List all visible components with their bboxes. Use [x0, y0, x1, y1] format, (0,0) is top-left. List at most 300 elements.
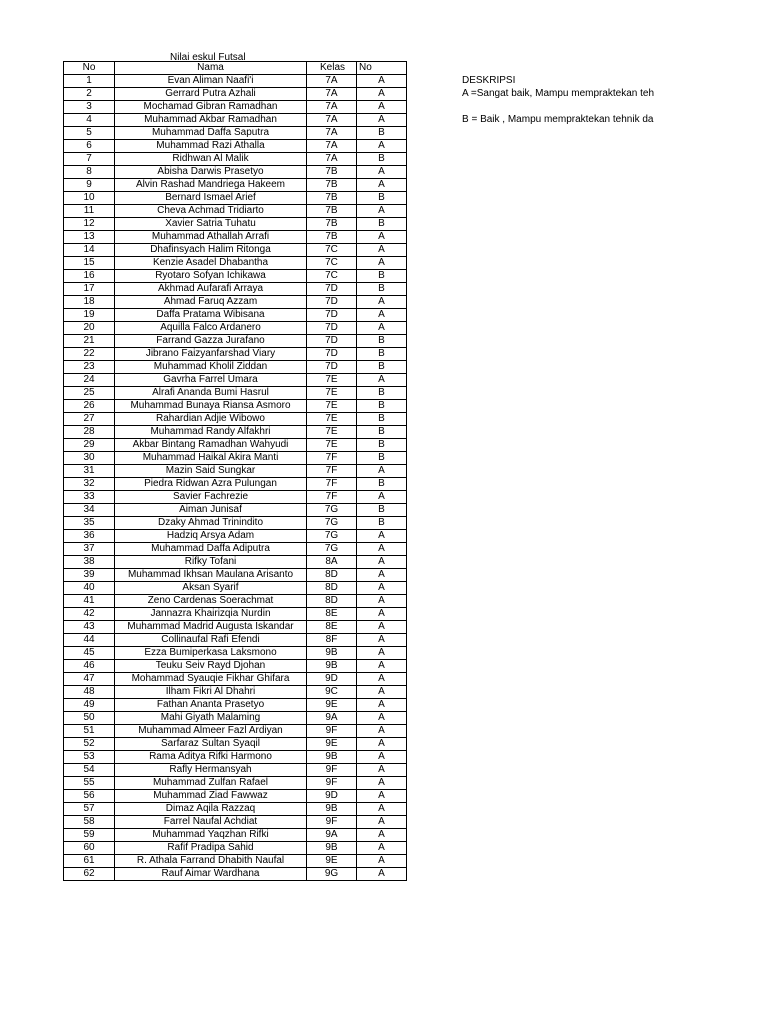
- cell-no: 60: [64, 842, 115, 855]
- cell-kelas: 7E: [307, 387, 357, 400]
- cell-no: 59: [64, 829, 115, 842]
- cell-no: 34: [64, 504, 115, 517]
- cell-nilai: A: [357, 166, 407, 179]
- table-row: [64, 153, 407, 166]
- table-row: [64, 114, 407, 127]
- cell-no: 14: [64, 244, 115, 257]
- cell-nama: Xavier Satria Tuhatu: [115, 218, 307, 231]
- table-row: [64, 400, 407, 413]
- cell-kelas: 7A: [307, 75, 357, 88]
- cell-nilai: A: [357, 244, 407, 257]
- cell-nama: Kenzie Asadel Dhabantha: [115, 257, 307, 270]
- cell-no: 23: [64, 361, 115, 374]
- cell-no: 20: [64, 322, 115, 335]
- cell-kelas: 7D: [307, 296, 357, 309]
- header-row: [64, 62, 407, 75]
- cell-no: 18: [64, 296, 115, 309]
- table-row: [64, 803, 407, 816]
- cell-kelas: 7G: [307, 543, 357, 556]
- cell-no: 42: [64, 608, 115, 621]
- cell-nama: Akbar Bintang Ramadhan Wahyudi: [115, 439, 307, 452]
- cell-kelas: 7G: [307, 530, 357, 543]
- table-row: [64, 335, 407, 348]
- cell-nama: Muhammad Almeer Fazl Ardiyan: [115, 725, 307, 738]
- cell-nama: Ryotaro Sofyan Ichikawa: [115, 270, 307, 283]
- table-row: [64, 777, 407, 790]
- cell-kelas: 9B: [307, 647, 357, 660]
- cell-nama: Muhammad Daffa Saputra: [115, 127, 307, 140]
- table-row: [64, 361, 407, 374]
- cell-no: 28: [64, 426, 115, 439]
- cell-nilai: B: [357, 452, 407, 465]
- table-row: [64, 426, 407, 439]
- cell-nilai: A: [357, 621, 407, 634]
- cell-kelas: 7D: [307, 283, 357, 296]
- cell-kelas: 7B: [307, 192, 357, 205]
- cell-nilai: A: [357, 582, 407, 595]
- cell-kelas: 7B: [307, 179, 357, 192]
- cell-kelas: 8F: [307, 634, 357, 647]
- table-row: [64, 205, 407, 218]
- table-row: [64, 257, 407, 270]
- cell-no: 48: [64, 686, 115, 699]
- cell-nama: Piedra Ridwan Azra Pulungan: [115, 478, 307, 491]
- cell-nama: Alvin Rashad Mandriega Hakeem: [115, 179, 307, 192]
- cell-nama: Rifky Tofani: [115, 556, 307, 569]
- cell-kelas: 9F: [307, 725, 357, 738]
- cell-no: 12: [64, 218, 115, 231]
- cell-nilai: A: [357, 140, 407, 153]
- cell-kelas: 9F: [307, 764, 357, 777]
- cell-no: 43: [64, 621, 115, 634]
- cell-nama: Muhammad Daffa Adiputra: [115, 543, 307, 556]
- cell-no: 10: [64, 192, 115, 205]
- cell-nilai: B: [357, 361, 407, 374]
- cell-kelas: 7F: [307, 452, 357, 465]
- cell-nilai: A: [357, 751, 407, 764]
- cell-no: 49: [64, 699, 115, 712]
- cell-nama: Muhammad Ikhsan Maulana Arisanto: [115, 569, 307, 582]
- cell-nama: Gerrard Putra Azhali: [115, 88, 307, 101]
- cell-nama: Mazin Said Sungkar: [115, 465, 307, 478]
- cell-nama: Aquilla Falco Ardanero: [115, 322, 307, 335]
- table-row: [64, 543, 407, 556]
- table-row: [64, 816, 407, 829]
- cell-no: 4: [64, 114, 115, 127]
- table-row: [64, 751, 407, 764]
- cell-no: 54: [64, 764, 115, 777]
- table-row: [64, 478, 407, 491]
- cell-no: 27: [64, 413, 115, 426]
- deskripsi-b: B = Baik , Mampu mempraktekan tehnik da: [462, 114, 654, 125]
- cell-nilai: A: [357, 803, 407, 816]
- table-row: [64, 582, 407, 595]
- cell-nama: Muhammad Bunaya Riansa Asmoro: [115, 400, 307, 413]
- cell-kelas: 9D: [307, 673, 357, 686]
- cell-kelas: 7E: [307, 400, 357, 413]
- cell-nilai: A: [357, 101, 407, 114]
- cell-nama: Muhammad Zulfan Rafael: [115, 777, 307, 790]
- table-row: [64, 387, 407, 400]
- table-row: [64, 322, 407, 335]
- cell-nilai: A: [357, 257, 407, 270]
- table-row: [64, 296, 407, 309]
- cell-kelas: 7A: [307, 140, 357, 153]
- table-row: [64, 790, 407, 803]
- cell-nilai: A: [357, 530, 407, 543]
- cell-nilai: B: [357, 413, 407, 426]
- cell-nilai: A: [357, 660, 407, 673]
- cell-no: 61: [64, 855, 115, 868]
- cell-kelas: 7A: [307, 88, 357, 101]
- cell-kelas: 7C: [307, 257, 357, 270]
- cell-no: 55: [64, 777, 115, 790]
- cell-nama: Muhammad Kholil Ziddan: [115, 361, 307, 374]
- cell-no: 19: [64, 309, 115, 322]
- cell-kelas: 9D: [307, 790, 357, 803]
- cell-kelas: 7A: [307, 114, 357, 127]
- cell-kelas: 7E: [307, 413, 357, 426]
- cell-kelas: 8D: [307, 595, 357, 608]
- cell-no: 39: [64, 569, 115, 582]
- cell-nilai: B: [357, 400, 407, 413]
- table-row: [64, 842, 407, 855]
- header-no: No: [64, 62, 115, 75]
- cell-nama: Dzaky Ahmad Trinindito: [115, 517, 307, 530]
- cell-kelas: 7C: [307, 270, 357, 283]
- score-table: [63, 61, 407, 881]
- header-nilai: No: [357, 62, 407, 75]
- cell-nama: Dhafinsyach Halim Ritonga: [115, 244, 307, 257]
- cell-kelas: 9A: [307, 829, 357, 842]
- cell-no: 3: [64, 101, 115, 114]
- cell-nilai: A: [357, 296, 407, 309]
- cell-nilai: A: [357, 179, 407, 192]
- cell-no: 36: [64, 530, 115, 543]
- cell-nilai: B: [357, 153, 407, 166]
- cell-nilai: A: [357, 725, 407, 738]
- cell-nama: Ezza Bumiperkasa Laksmono: [115, 647, 307, 660]
- table-row: [64, 127, 407, 140]
- table-row: [64, 465, 407, 478]
- table-row: [64, 218, 407, 231]
- cell-no: 24: [64, 374, 115, 387]
- cell-nama: Rahardian Adjie Wibowo: [115, 413, 307, 426]
- cell-nama: Aksan Syarif: [115, 582, 307, 595]
- cell-kelas: 7G: [307, 517, 357, 530]
- table-row: [64, 504, 407, 517]
- cell-nilai: A: [357, 309, 407, 322]
- table-row: [64, 101, 407, 114]
- cell-no: 11: [64, 205, 115, 218]
- cell-nama: Rauf Aimar Wardhana: [115, 868, 307, 881]
- cell-nilai: B: [357, 439, 407, 452]
- cell-no: 25: [64, 387, 115, 400]
- cell-nama: Bernard Ismael Arief: [115, 192, 307, 205]
- cell-nilai: B: [357, 192, 407, 205]
- cell-kelas: 7E: [307, 426, 357, 439]
- cell-nama: Muhammad Athallah Arrafi: [115, 231, 307, 244]
- cell-no: 26: [64, 400, 115, 413]
- cell-kelas: 9C: [307, 686, 357, 699]
- cell-nama: Zeno Cardenas Soerachmat: [115, 595, 307, 608]
- deskripsi-heading: DESKRIPSI: [462, 75, 516, 86]
- cell-nama: Mochamad Gibran Ramadhan: [115, 101, 307, 114]
- cell-kelas: 7D: [307, 309, 357, 322]
- table-row: [64, 660, 407, 673]
- cell-no: 35: [64, 517, 115, 530]
- cell-nilai: B: [357, 517, 407, 530]
- cell-nilai: B: [357, 127, 407, 140]
- cell-nama: Farrel Naufal Achdiat: [115, 816, 307, 829]
- cell-kelas: 7F: [307, 491, 357, 504]
- table-row: [64, 673, 407, 686]
- cell-nilai: B: [357, 426, 407, 439]
- cell-no: 31: [64, 465, 115, 478]
- cell-no: 47: [64, 673, 115, 686]
- table-row: [64, 569, 407, 582]
- cell-kelas: 7G: [307, 504, 357, 517]
- cell-kelas: 9E: [307, 699, 357, 712]
- cell-nama: Collinaufal Rafi Efendi: [115, 634, 307, 647]
- cell-nilai: A: [357, 829, 407, 842]
- cell-no: 62: [64, 868, 115, 881]
- cell-nama: Hadziq Arsya Adam: [115, 530, 307, 543]
- cell-nama: Rafif Pradipa Sahid: [115, 842, 307, 855]
- cell-kelas: 7E: [307, 439, 357, 452]
- cell-nilai: A: [357, 816, 407, 829]
- cell-nilai: A: [357, 738, 407, 751]
- table-row: [64, 595, 407, 608]
- cell-no: 57: [64, 803, 115, 816]
- table-row: [64, 439, 407, 452]
- cell-nilai: A: [357, 465, 407, 478]
- cell-kelas: 8D: [307, 569, 357, 582]
- cell-no: 56: [64, 790, 115, 803]
- cell-kelas: 7B: [307, 218, 357, 231]
- cell-no: 52: [64, 738, 115, 751]
- cell-nilai: A: [357, 686, 407, 699]
- table-row: [64, 192, 407, 205]
- table-row: [64, 868, 407, 881]
- cell-kelas: 9A: [307, 712, 357, 725]
- cell-nama: Fathan Ananta Prasetyo: [115, 699, 307, 712]
- cell-kelas: 7D: [307, 335, 357, 348]
- table-row: [64, 855, 407, 868]
- cell-nilai: A: [357, 868, 407, 881]
- cell-nilai: A: [357, 322, 407, 335]
- table-row: [64, 556, 407, 569]
- cell-nilai: A: [357, 491, 407, 504]
- cell-nilai: A: [357, 790, 407, 803]
- cell-no: 30: [64, 452, 115, 465]
- cell-nama: Muhammad Razi Athalla: [115, 140, 307, 153]
- table-row: [64, 647, 407, 660]
- cell-kelas: 9G: [307, 868, 357, 881]
- cell-nilai: A: [357, 608, 407, 621]
- table-row: [64, 140, 407, 153]
- cell-kelas: 7A: [307, 127, 357, 140]
- table-row: [64, 764, 407, 777]
- cell-nilai: A: [357, 114, 407, 127]
- cell-nilai: A: [357, 712, 407, 725]
- cell-no: 53: [64, 751, 115, 764]
- cell-nilai: A: [357, 699, 407, 712]
- cell-no: 17: [64, 283, 115, 296]
- cell-nama: Farrand Gazza Jurafano: [115, 335, 307, 348]
- cell-kelas: 7F: [307, 478, 357, 491]
- sheet-title: Nilai eskul Futsal: [170, 52, 246, 63]
- table-row: [64, 725, 407, 738]
- cell-kelas: 7D: [307, 322, 357, 335]
- cell-no: 9: [64, 179, 115, 192]
- cell-nama: Dimaz Aqila Razzaq: [115, 803, 307, 816]
- table-row: [64, 738, 407, 751]
- table-row: [64, 608, 407, 621]
- table-row: [64, 712, 407, 725]
- cell-nilai: B: [357, 218, 407, 231]
- cell-nama: Jannazra Khairizqia Nurdin: [115, 608, 307, 621]
- cell-no: 1: [64, 75, 115, 88]
- cell-nama: Jibrano Faizyanfarshad Viary: [115, 348, 307, 361]
- cell-nama: Ilham Fikri Al Dhahri: [115, 686, 307, 699]
- header-nama: Nama: [115, 62, 307, 75]
- cell-nama: Mahi Giyath Malaming: [115, 712, 307, 725]
- cell-nilai: B: [357, 504, 407, 517]
- cell-nama: Sarfaraz Sultan Syaqil: [115, 738, 307, 751]
- cell-no: 16: [64, 270, 115, 283]
- cell-nilai: A: [357, 205, 407, 218]
- cell-nama: Rama Aditya Rifki Harmono: [115, 751, 307, 764]
- cell-kelas: 9F: [307, 816, 357, 829]
- cell-kelas: 9F: [307, 777, 357, 790]
- cell-nama: Gavrha Farrel Umara: [115, 374, 307, 387]
- table-row: [64, 244, 407, 257]
- cell-no: 37: [64, 543, 115, 556]
- cell-kelas: 7E: [307, 374, 357, 387]
- cell-nama: Abisha Darwis Prasetyo: [115, 166, 307, 179]
- table-row: [64, 413, 407, 426]
- table-row: [64, 491, 407, 504]
- cell-no: 15: [64, 257, 115, 270]
- cell-nilai: A: [357, 595, 407, 608]
- table-row: [64, 686, 407, 699]
- cell-nilai: A: [357, 88, 407, 101]
- cell-no: 2: [64, 88, 115, 101]
- cell-nilai: A: [357, 75, 407, 88]
- cell-no: 40: [64, 582, 115, 595]
- cell-nama: Cheva Achmad Tridiarto: [115, 205, 307, 218]
- cell-nama: Rafly Hermansyah: [115, 764, 307, 777]
- cell-nama: Mohammad Syauqie Fikhar Ghifara: [115, 673, 307, 686]
- cell-nilai: A: [357, 543, 407, 556]
- cell-kelas: 8E: [307, 608, 357, 621]
- cell-kelas: 7B: [307, 205, 357, 218]
- cell-no: 33: [64, 491, 115, 504]
- table-row: [64, 231, 407, 244]
- cell-nama: Muhammad Madrid Augusta Iskandar: [115, 621, 307, 634]
- cell-nilai: B: [357, 348, 407, 361]
- cell-nama: Daffa Pratama Wibisana: [115, 309, 307, 322]
- cell-kelas: 8E: [307, 621, 357, 634]
- cell-no: 29: [64, 439, 115, 452]
- cell-nilai: B: [357, 270, 407, 283]
- cell-kelas: 9B: [307, 660, 357, 673]
- cell-nilai: A: [357, 777, 407, 790]
- cell-nama: Muhammad Randy Alfakhri: [115, 426, 307, 439]
- table-row: [64, 634, 407, 647]
- table-row: [64, 179, 407, 192]
- table-row: [64, 166, 407, 179]
- cell-no: 32: [64, 478, 115, 491]
- cell-nilai: A: [357, 231, 407, 244]
- table-row: [64, 309, 407, 322]
- cell-nama: R. Athala Farrand Dhabith Naufal: [115, 855, 307, 868]
- cell-nilai: A: [357, 855, 407, 868]
- table-row: [64, 699, 407, 712]
- cell-no: 45: [64, 647, 115, 660]
- table-row: [64, 88, 407, 101]
- cell-no: 13: [64, 231, 115, 244]
- cell-nama: Teuku Seiv Rayd Djohan: [115, 660, 307, 673]
- cell-kelas: 8A: [307, 556, 357, 569]
- header-kelas: Kelas: [307, 62, 357, 75]
- cell-nilai: B: [357, 387, 407, 400]
- cell-no: 6: [64, 140, 115, 153]
- cell-nilai: A: [357, 673, 407, 686]
- cell-nilai: B: [357, 478, 407, 491]
- cell-no: 5: [64, 127, 115, 140]
- cell-no: 38: [64, 556, 115, 569]
- cell-kelas: 7F: [307, 465, 357, 478]
- cell-no: 44: [64, 634, 115, 647]
- table-row: [64, 348, 407, 361]
- cell-no: 41: [64, 595, 115, 608]
- cell-nama: Akhmad Aufarafi Arraya: [115, 283, 307, 296]
- cell-nilai: A: [357, 634, 407, 647]
- table-row: [64, 283, 407, 296]
- cell-nama: Muhammad Haikal Akira Manti: [115, 452, 307, 465]
- cell-nama: Savier Fachrezie: [115, 491, 307, 504]
- cell-nilai: B: [357, 283, 407, 296]
- cell-nama: Muhammad Yaqzhan Rifki: [115, 829, 307, 842]
- table-row: [64, 621, 407, 634]
- cell-no: 22: [64, 348, 115, 361]
- cell-no: 7: [64, 153, 115, 166]
- cell-nilai: A: [357, 556, 407, 569]
- cell-kelas: 7A: [307, 153, 357, 166]
- cell-kelas: 9E: [307, 738, 357, 751]
- cell-nama: Muhammad Akbar Ramadhan: [115, 114, 307, 127]
- table-row: [64, 517, 407, 530]
- cell-no: 21: [64, 335, 115, 348]
- cell-kelas: 7D: [307, 348, 357, 361]
- cell-kelas: 7B: [307, 166, 357, 179]
- cell-nilai: A: [357, 764, 407, 777]
- cell-nama: Ridhwan Al Malik: [115, 153, 307, 166]
- cell-kelas: 9B: [307, 751, 357, 764]
- cell-no: 51: [64, 725, 115, 738]
- cell-kelas: 7D: [307, 361, 357, 374]
- table-row: [64, 452, 407, 465]
- table-row: [64, 75, 407, 88]
- table-row: [64, 270, 407, 283]
- cell-kelas: 8D: [307, 582, 357, 595]
- cell-no: 8: [64, 166, 115, 179]
- cell-nilai: A: [357, 842, 407, 855]
- cell-nilai: A: [357, 374, 407, 387]
- cell-no: 58: [64, 816, 115, 829]
